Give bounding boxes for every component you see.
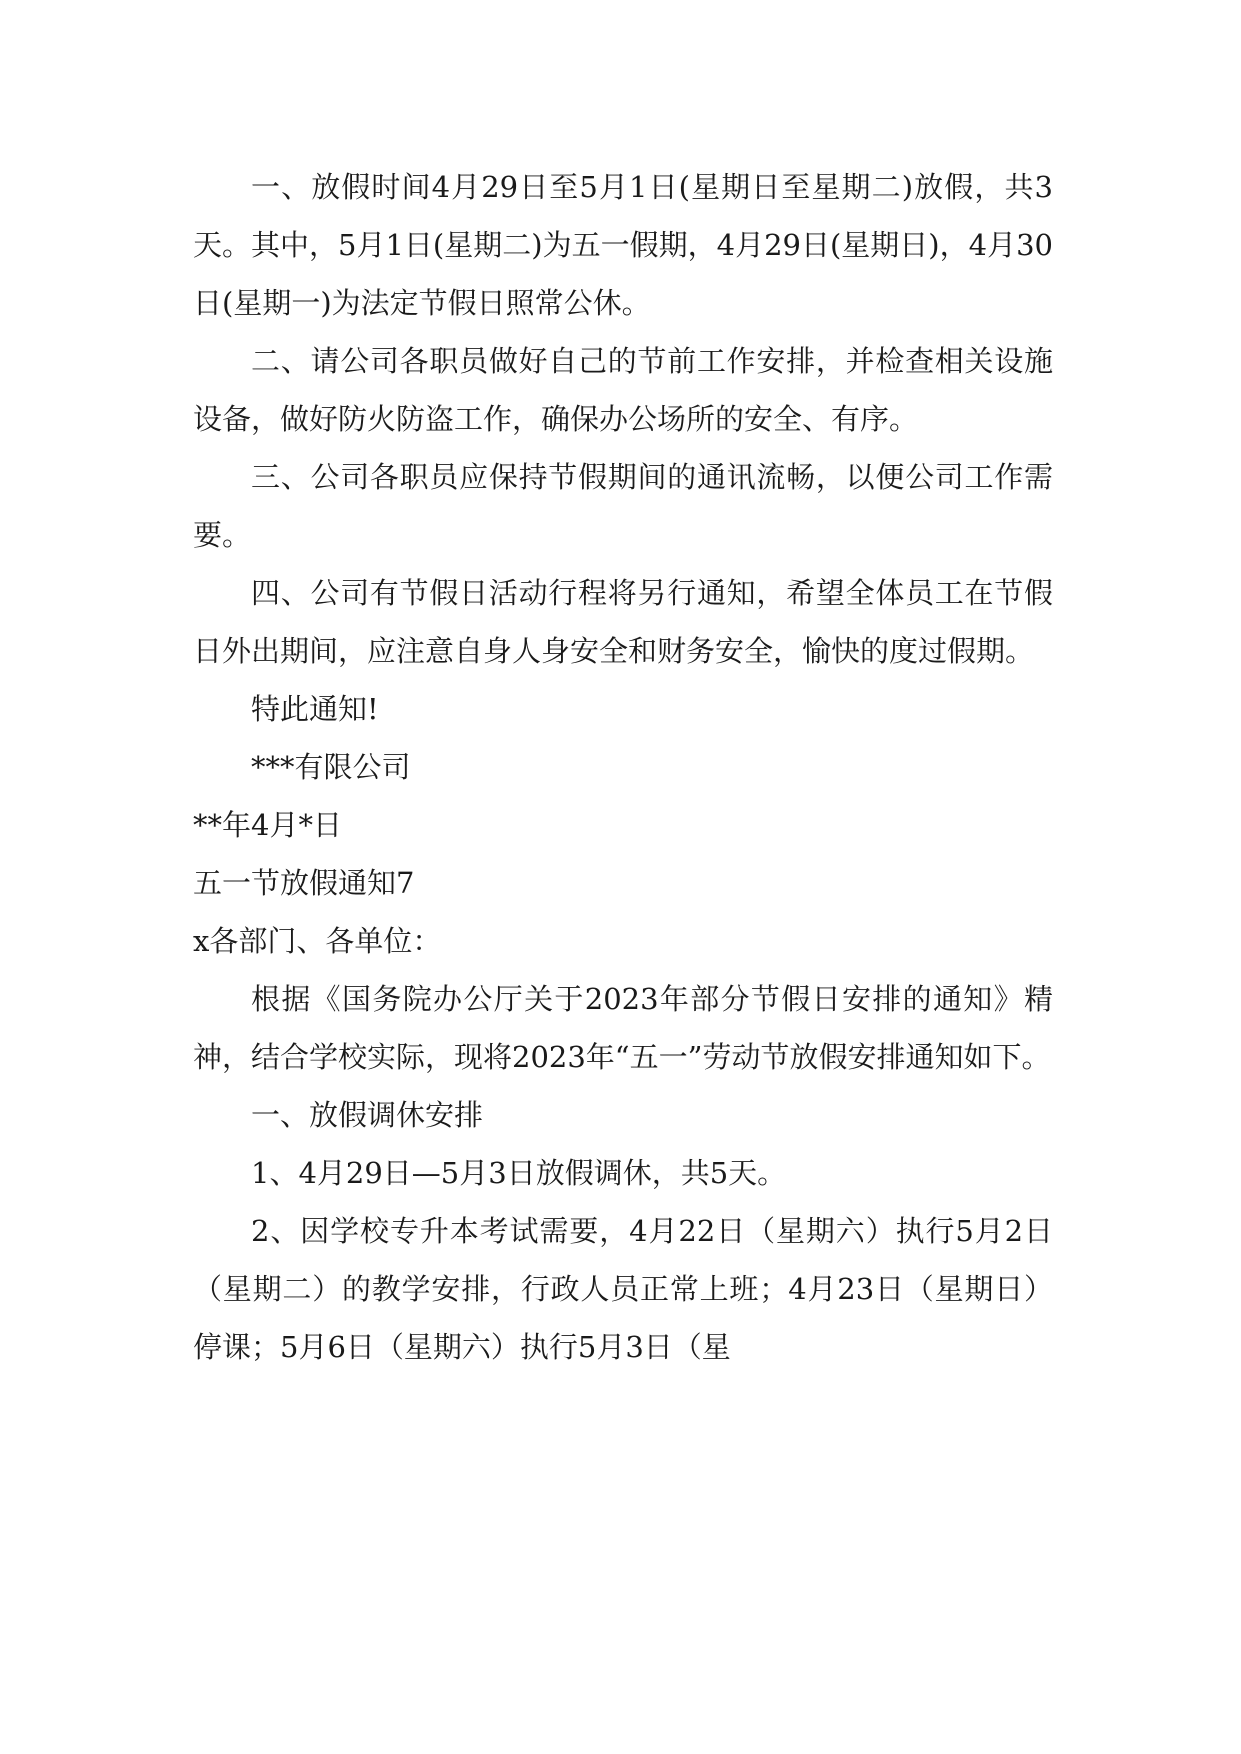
paragraph-intro: 根据《国务院办公厅关于2023年部分节假日安排的通知》精神，结合学校实际，现将2023年“五一”劳动节放假安排通知如下。	[193, 982, 1053, 1074]
paragraph-notice-closing: 特此通知!	[251, 692, 379, 726]
company-signature: ***有限公司	[251, 750, 411, 784]
list-item-1: 1、4月29日—5月3日放假调休，共5天。	[251, 1156, 787, 1190]
salutation: x各部门、各单位：	[193, 924, 442, 958]
paragraph-communication: 三、公司各职员应保持节假期间的通讯流畅，以便公司工作需要。	[193, 460, 1053, 552]
document-page	[193, 158, 1053, 1376]
paragraph-holiday-dates: 一、放假时间4月29日至5月1日(星期日至星期二)放假，共3天。其中，5月1日(星期二)为五一假期，4月29日(星期日)，4月30日(星期一)为法定节假日照常公休。	[193, 170, 1053, 320]
list-item-2: 2、因学校专升本考试需要，4月22日（星期六）执行5月2日（星期二）的教学安排，行政人员正常上班；4月23日（星期日）停课；5月6日（星期六）执行5月3日（星	[193, 1214, 1053, 1364]
heading-holiday-arrangement: 一、放假调休安排	[251, 1098, 484, 1132]
paragraph-activities-safety: 四、公司有节假日活动行程将另行通知，希望全体员工在节假日外出期间，应注意自身人身安全和财务安全，愉快的度过假期。	[193, 576, 1053, 668]
notice-date: **年4月*日	[193, 808, 342, 842]
section-title: 五一节放假通知7	[193, 866, 415, 900]
paragraph-pre-holiday-arrangements: 二、请公司各职员做好自己的节前工作安排，并检查相关设施设备，做好防火防盗工作，确保办公场所的安全、有序。	[193, 344, 1053, 436]
